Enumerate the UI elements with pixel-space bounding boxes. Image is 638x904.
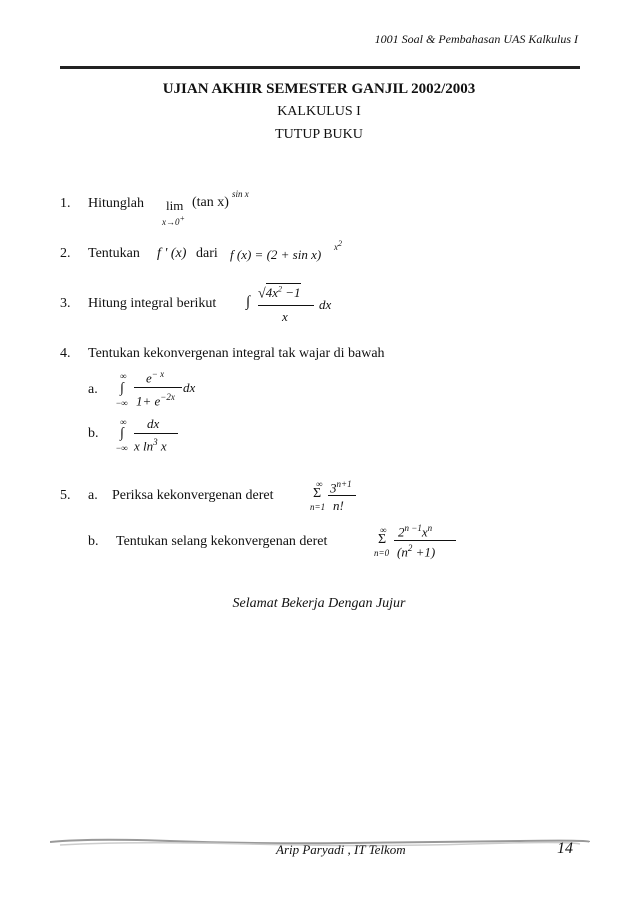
question-4-number: 4. <box>60 346 71 361</box>
q3-integral-sign: ∫ <box>246 294 251 310</box>
q2-power: x2 <box>334 239 342 252</box>
footer-author: Arip Paryadi , IT Telkom <box>276 842 406 857</box>
q5b-denominator: $(n^2 +1)$ <box>397 543 436 560</box>
q4a-lower: −∞ <box>116 398 128 408</box>
q2-derivative: f ' (x) <box>157 246 187 261</box>
q3-fraction-bar <box>258 305 314 306</box>
q5b-label: b. <box>88 534 99 549</box>
q4a-fraction-bar <box>134 387 182 388</box>
q1-lim-sub: x→0+ <box>162 214 185 227</box>
q4a-dx: dx <box>183 380 196 395</box>
q5b-sigma: Σ <box>378 532 387 547</box>
q4b-upper: ∞ <box>120 417 127 427</box>
q4a-denominator: $1+ e^{-2x}$ <box>136 392 175 409</box>
q4a-integral-sign: ∫ <box>120 381 124 396</box>
q4a-numerator: $e^{- x}$ <box>146 369 165 386</box>
q3-denominator: x <box>282 309 288 324</box>
question-4-text: Tentukan kekonvergenan integral tak wajar di bawah <box>88 346 385 361</box>
question-2-text: Tentukan <box>88 246 140 261</box>
page-number: 14 <box>557 840 573 857</box>
q4b-label: b. <box>88 426 99 441</box>
q4a-label: a. <box>88 382 98 397</box>
exam-title: UJIAN AKHIR SEMESTER GANJIL 2002/2003 <box>162 81 476 97</box>
q5b-upper: ∞ <box>380 525 387 535</box>
q5a-label: a. <box>88 488 98 503</box>
q5a-lower: n=1 <box>310 502 326 512</box>
q5a-denominator: n! <box>333 498 344 513</box>
running-header: 1001 Soal & Pembahasan UAS Kalkulus I <box>374 32 578 46</box>
question-1-number: 1. <box>60 196 71 211</box>
q2-function: f (x) = (2 + sin x) <box>230 247 322 262</box>
q4b-numerator: dx <box>147 416 160 431</box>
q4b-lower: −∞ <box>116 443 128 453</box>
q3-numerator: $√4x^2 -1$ <box>258 285 301 302</box>
header-rule <box>60 66 580 69</box>
q5b-fraction-bar <box>394 540 456 541</box>
exam-mode: TUTUP BUKU <box>275 127 363 142</box>
q5b-numerator: $2^{n -1}x^n$ <box>398 523 433 540</box>
q1-lim: lim <box>166 198 184 213</box>
question-1-text: Hitunglah <box>88 196 144 211</box>
question-5-number: 5. <box>60 488 71 503</box>
closing-message: Selamat Bekerja Dengan Jujur <box>232 596 406 611</box>
q5b-lower: n=0 <box>374 548 390 558</box>
q1-power: sin x <box>232 189 249 199</box>
question-2-number: 2. <box>60 246 71 261</box>
q5a-fraction-bar <box>328 495 356 496</box>
q4b-fraction-bar <box>134 433 178 434</box>
q4b-integral-sign: ∫ <box>120 426 124 441</box>
q5b-text: Tentukan selang kekonvergenan deret <box>116 534 328 549</box>
question-3-number: 3. <box>60 296 71 311</box>
q3-dx: dx <box>319 297 332 312</box>
q5a-sigma: Σ <box>313 486 322 501</box>
q5a-upper: ∞ <box>316 479 323 489</box>
q4b-denominator: x $\ln^3 x$ <box>134 437 167 454</box>
course-name: KALKULUS I <box>277 104 361 119</box>
question-2-text2: dari <box>196 246 218 261</box>
q1-base: (tan x) <box>192 195 229 210</box>
question-3-text: Hitung integral berikut <box>88 296 217 311</box>
q4a-upper: ∞ <box>120 371 127 381</box>
q5a-text: Periksa kekonvergenan deret <box>112 488 274 503</box>
q5a-numerator: $3^{n+1}$ <box>330 479 352 496</box>
